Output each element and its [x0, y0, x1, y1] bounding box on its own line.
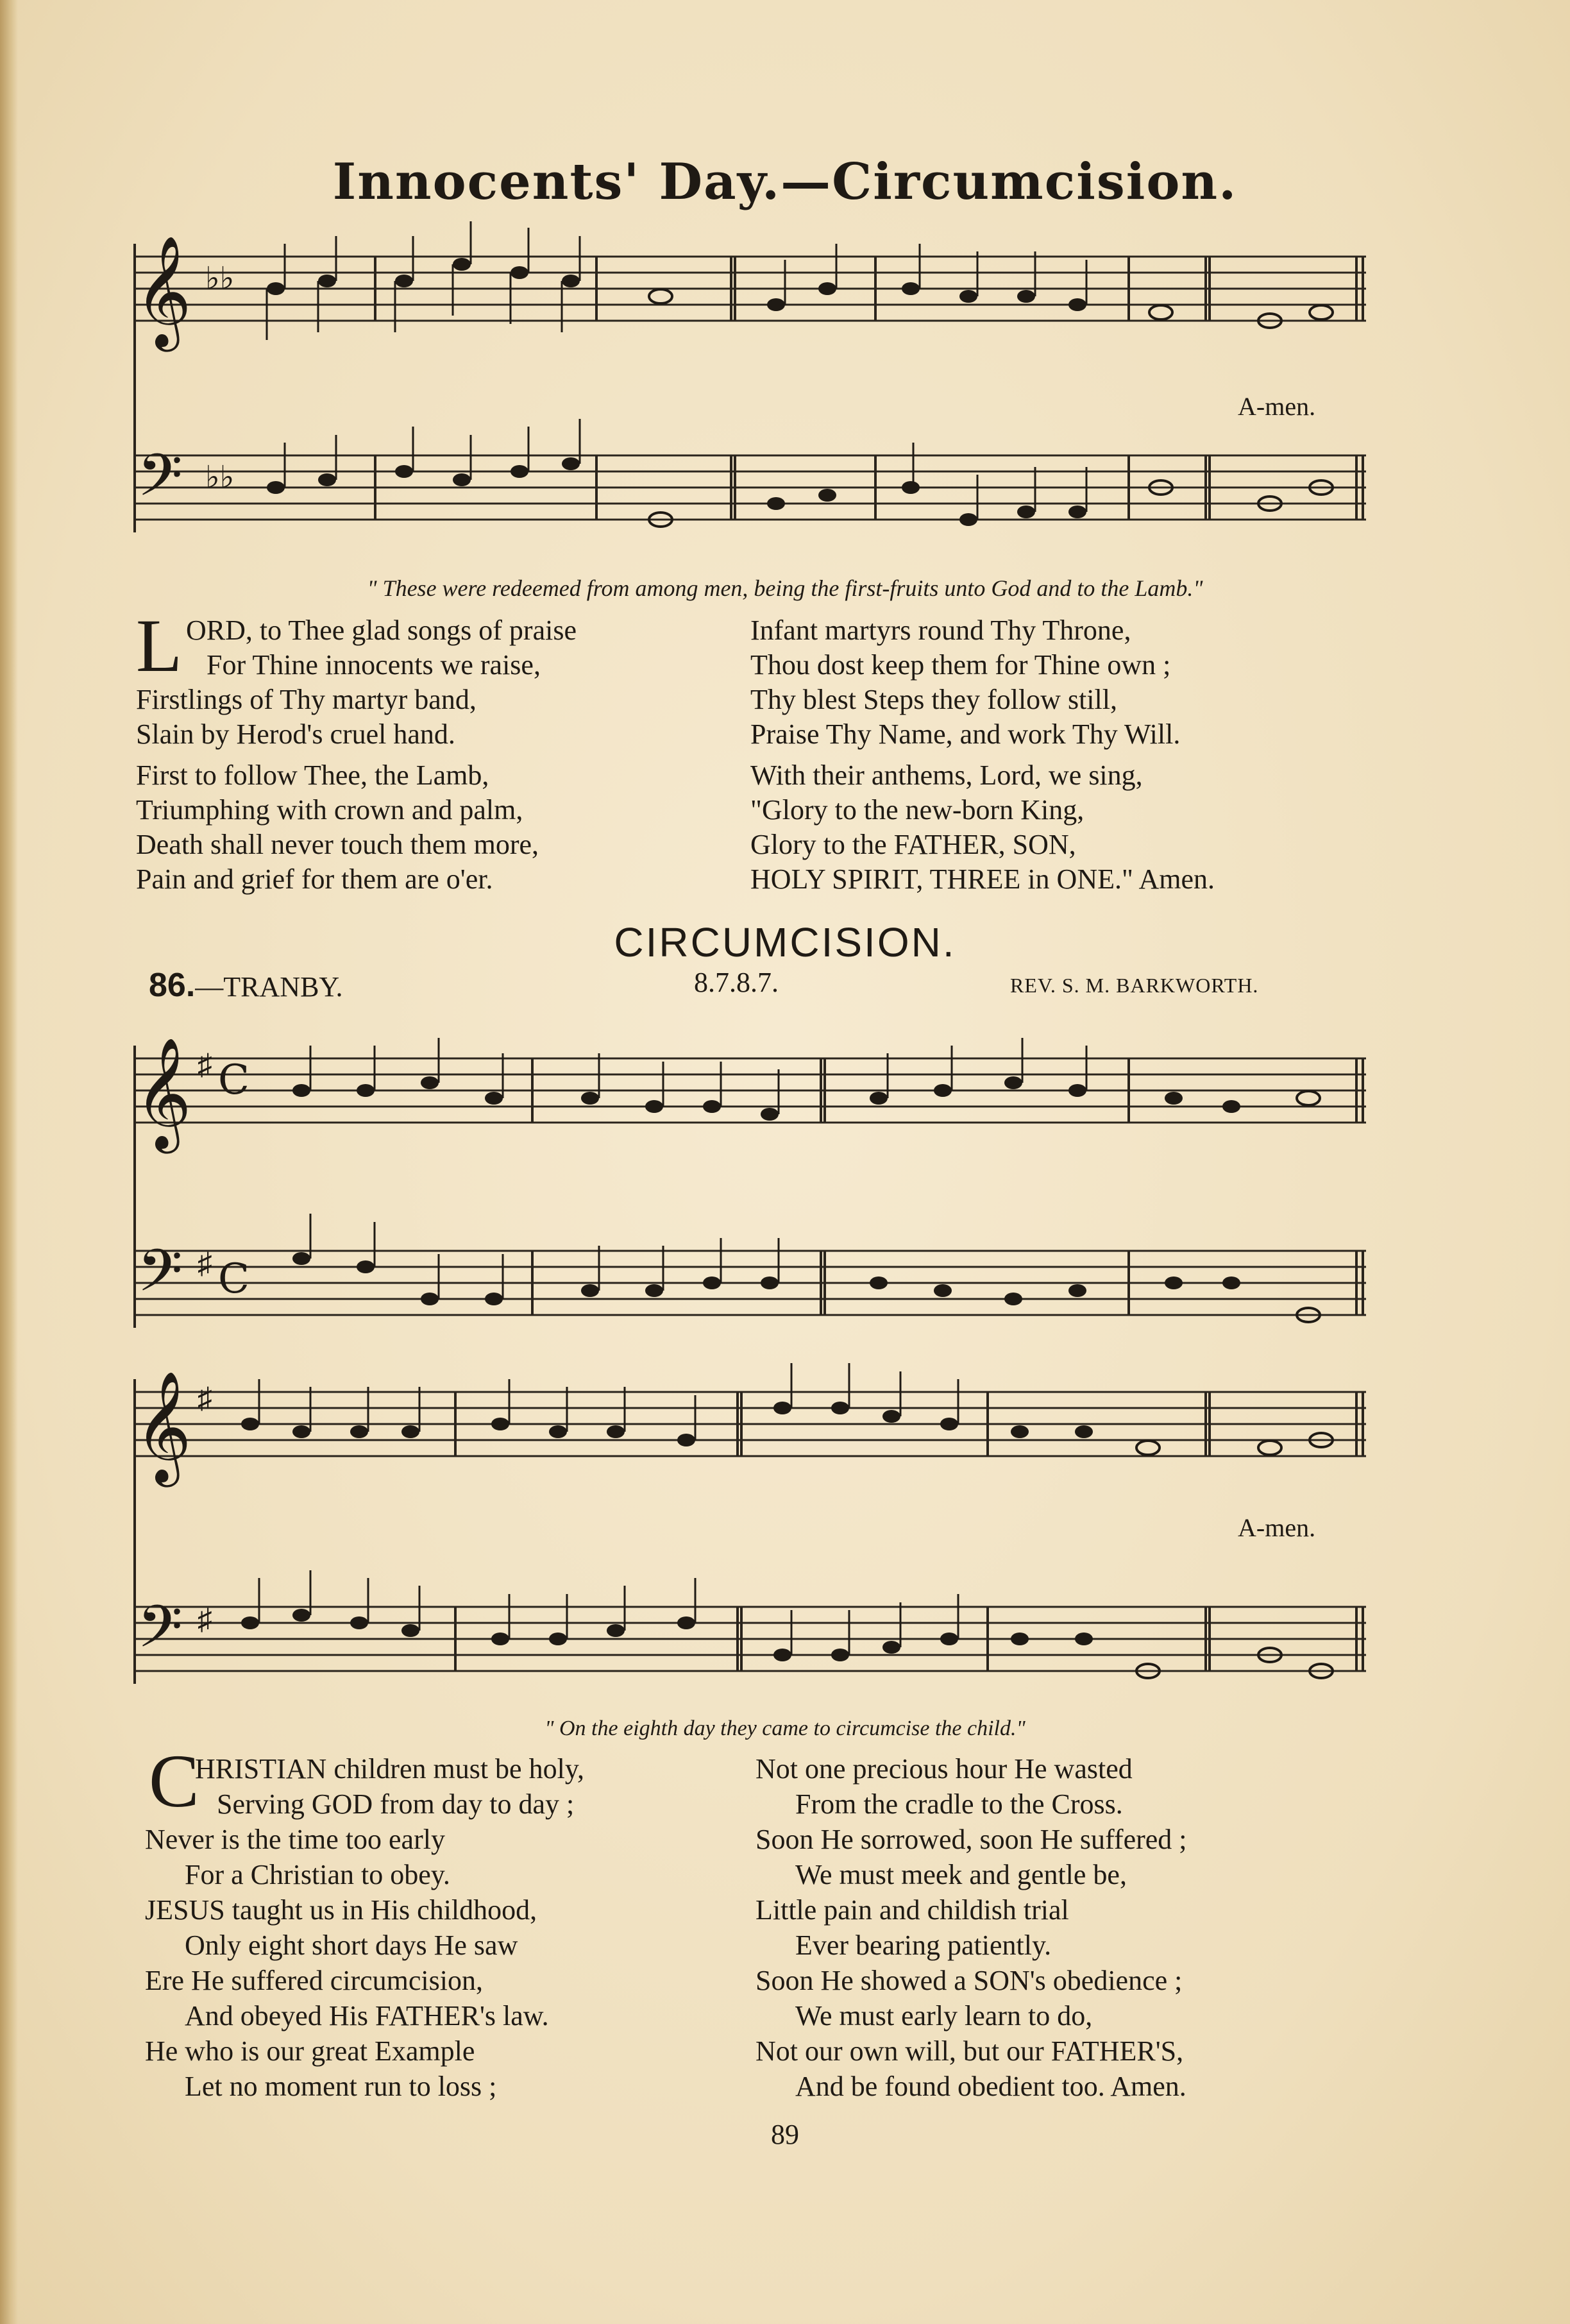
page-binding-edge: [0, 0, 18, 2324]
verse-line: Little pain and childish trial: [755, 1894, 1069, 1926]
hymn1-drop-cap: L: [136, 604, 183, 688]
hymn2-drop-cap: C: [149, 1739, 199, 1823]
verse-line: Soon He sorrowed, soon He suffered ;: [755, 1824, 1187, 1855]
tune-name: —TRANBY.: [195, 971, 343, 1003]
verse-line: We must meek and gentle be,: [795, 1859, 1127, 1890]
svg-text:𝄢: 𝄢: [137, 1237, 183, 1319]
svg-text:C: C: [218, 1056, 249, 1104]
hymn-number: 86.: [149, 967, 196, 1004]
svg-text:♯: ♯: [198, 1247, 212, 1280]
hymn2-heading: CIRCUMCISION.: [614, 919, 956, 965]
hymn2-score-system-2: [122, 1353, 1405, 1713]
verse-line: "Glory to the new-born King,: [750, 794, 1085, 826]
verse-line: Firstlings of Thy martyr band,: [136, 684, 477, 715]
verse-line: For a Christian to obey.: [185, 1859, 450, 1890]
verse-line: For Thine innocents we raise,: [207, 649, 541, 681]
verse-line: Not our own will, but our FATHER'S,: [755, 2035, 1184, 2067]
hymn2-epigraph: " On the eighth day they came to circumcise the child.": [544, 1717, 1026, 1740]
hymn2-verses-right: [755, 1751, 1187, 2104]
hymn1-amen-label: A-men.: [1238, 392, 1316, 421]
verse-line: JESUS taught us in His childhood,: [145, 1894, 537, 1926]
verse-line: Ere He suffered circumcision,: [145, 1965, 483, 1996]
verse-line: Pain and grief for them are o'er.: [136, 863, 493, 895]
verse-line: We must early learn to do,: [795, 2000, 1093, 2031]
verse-line: Soon He showed a SON's obedience ;: [755, 1965, 1183, 1996]
verse-line: And obeyed His FATHER's law.: [185, 2000, 549, 2031]
verse-line: Ever bearing patiently.: [795, 1930, 1052, 1961]
hymn1-verses-right: [750, 613, 1215, 897]
hymn2-composer: REV. S. M. BARKWORTH.: [1010, 974, 1259, 997]
verse-line: Triumphing with crown and palm,: [136, 794, 523, 826]
verse-line: HRISTIAN children must be holy,: [195, 1753, 584, 1785]
svg-text:♯: ♯: [198, 1603, 212, 1636]
verse-line: Never is the time too early: [145, 1824, 445, 1855]
verse-line: Thy blest Steps they follow still,: [750, 684, 1117, 715]
hymn2-meter: 8.7.8.7.: [694, 967, 779, 998]
verse-line: Death shall never touch them more,: [136, 829, 539, 860]
svg-text:𝄢: 𝄢: [137, 1593, 183, 1675]
verse-line: He who is our great Example: [145, 2035, 475, 2067]
svg-text:♯: ♯: [198, 1382, 212, 1414]
verse-line: Thou dost keep them for Thine own ;: [750, 649, 1171, 681]
verse-line: ORD, to Thee glad songs of praise: [186, 615, 577, 646]
hymn2-verses-left: [145, 1751, 584, 2104]
section-title: Innocents' Day.—Circumcision.: [332, 153, 1238, 211]
hymn2-number-tune: [149, 966, 343, 1005]
verse-line: Glory to the FATHER, SON,: [750, 829, 1076, 860]
verse-line: From the cradle to the Cross.: [795, 1788, 1123, 1820]
svg-text:𝄢: 𝄢: [137, 441, 183, 523]
verse-line: HOLY SPIRIT, THREE in ONE." Amen.: [750, 863, 1215, 895]
svg-text:♯: ♯: [198, 1048, 212, 1081]
svg-text:♭♭: ♭♭: [205, 461, 235, 495]
verse-line: With their anthems, Lord, we sing,: [750, 759, 1143, 791]
verse-line: Only eight short days He saw: [185, 1930, 518, 1961]
verse-line: Not one precious hour He wasted: [755, 1753, 1133, 1785]
verse-line: Let no moment run to loss ;: [185, 2071, 497, 2102]
verse-line: And be found obedient too. Amen.: [795, 2071, 1186, 2102]
hymn1-score: [122, 218, 1405, 564]
hymn2-amen-label: A-men.: [1238, 1513, 1316, 1542]
treble-staff: [135, 257, 1366, 321]
svg-text:♭♭: ♭♭: [205, 262, 235, 296]
svg-text:𝄞: 𝄞: [135, 1037, 192, 1149]
hymn1-verses-left: [136, 613, 577, 897]
verse-line: Praise Thy Name, and work Thy Will.: [750, 718, 1181, 750]
verse-line: Serving GOD from day to day ;: [217, 1788, 575, 1820]
page-number: 89: [771, 2119, 799, 2150]
verse-line: Infant martyrs round Thy Throne,: [750, 615, 1131, 646]
hymn2-score-system-1: [122, 1020, 1405, 1353]
svg-text:𝄞: 𝄞: [135, 1371, 192, 1482]
svg-text:𝄞: 𝄞: [135, 235, 192, 347]
bass-staff: [135, 455, 1366, 520]
hymn1-epigraph: " These were redeemed from among men, being the first-fruits unto God and to the Lamb.": [367, 575, 1203, 601]
verse-line: First to follow Thee, the Lamb,: [136, 759, 489, 791]
svg-text:C: C: [218, 1255, 249, 1303]
verse-line: Slain by Herod's cruel hand.: [136, 718, 455, 750]
